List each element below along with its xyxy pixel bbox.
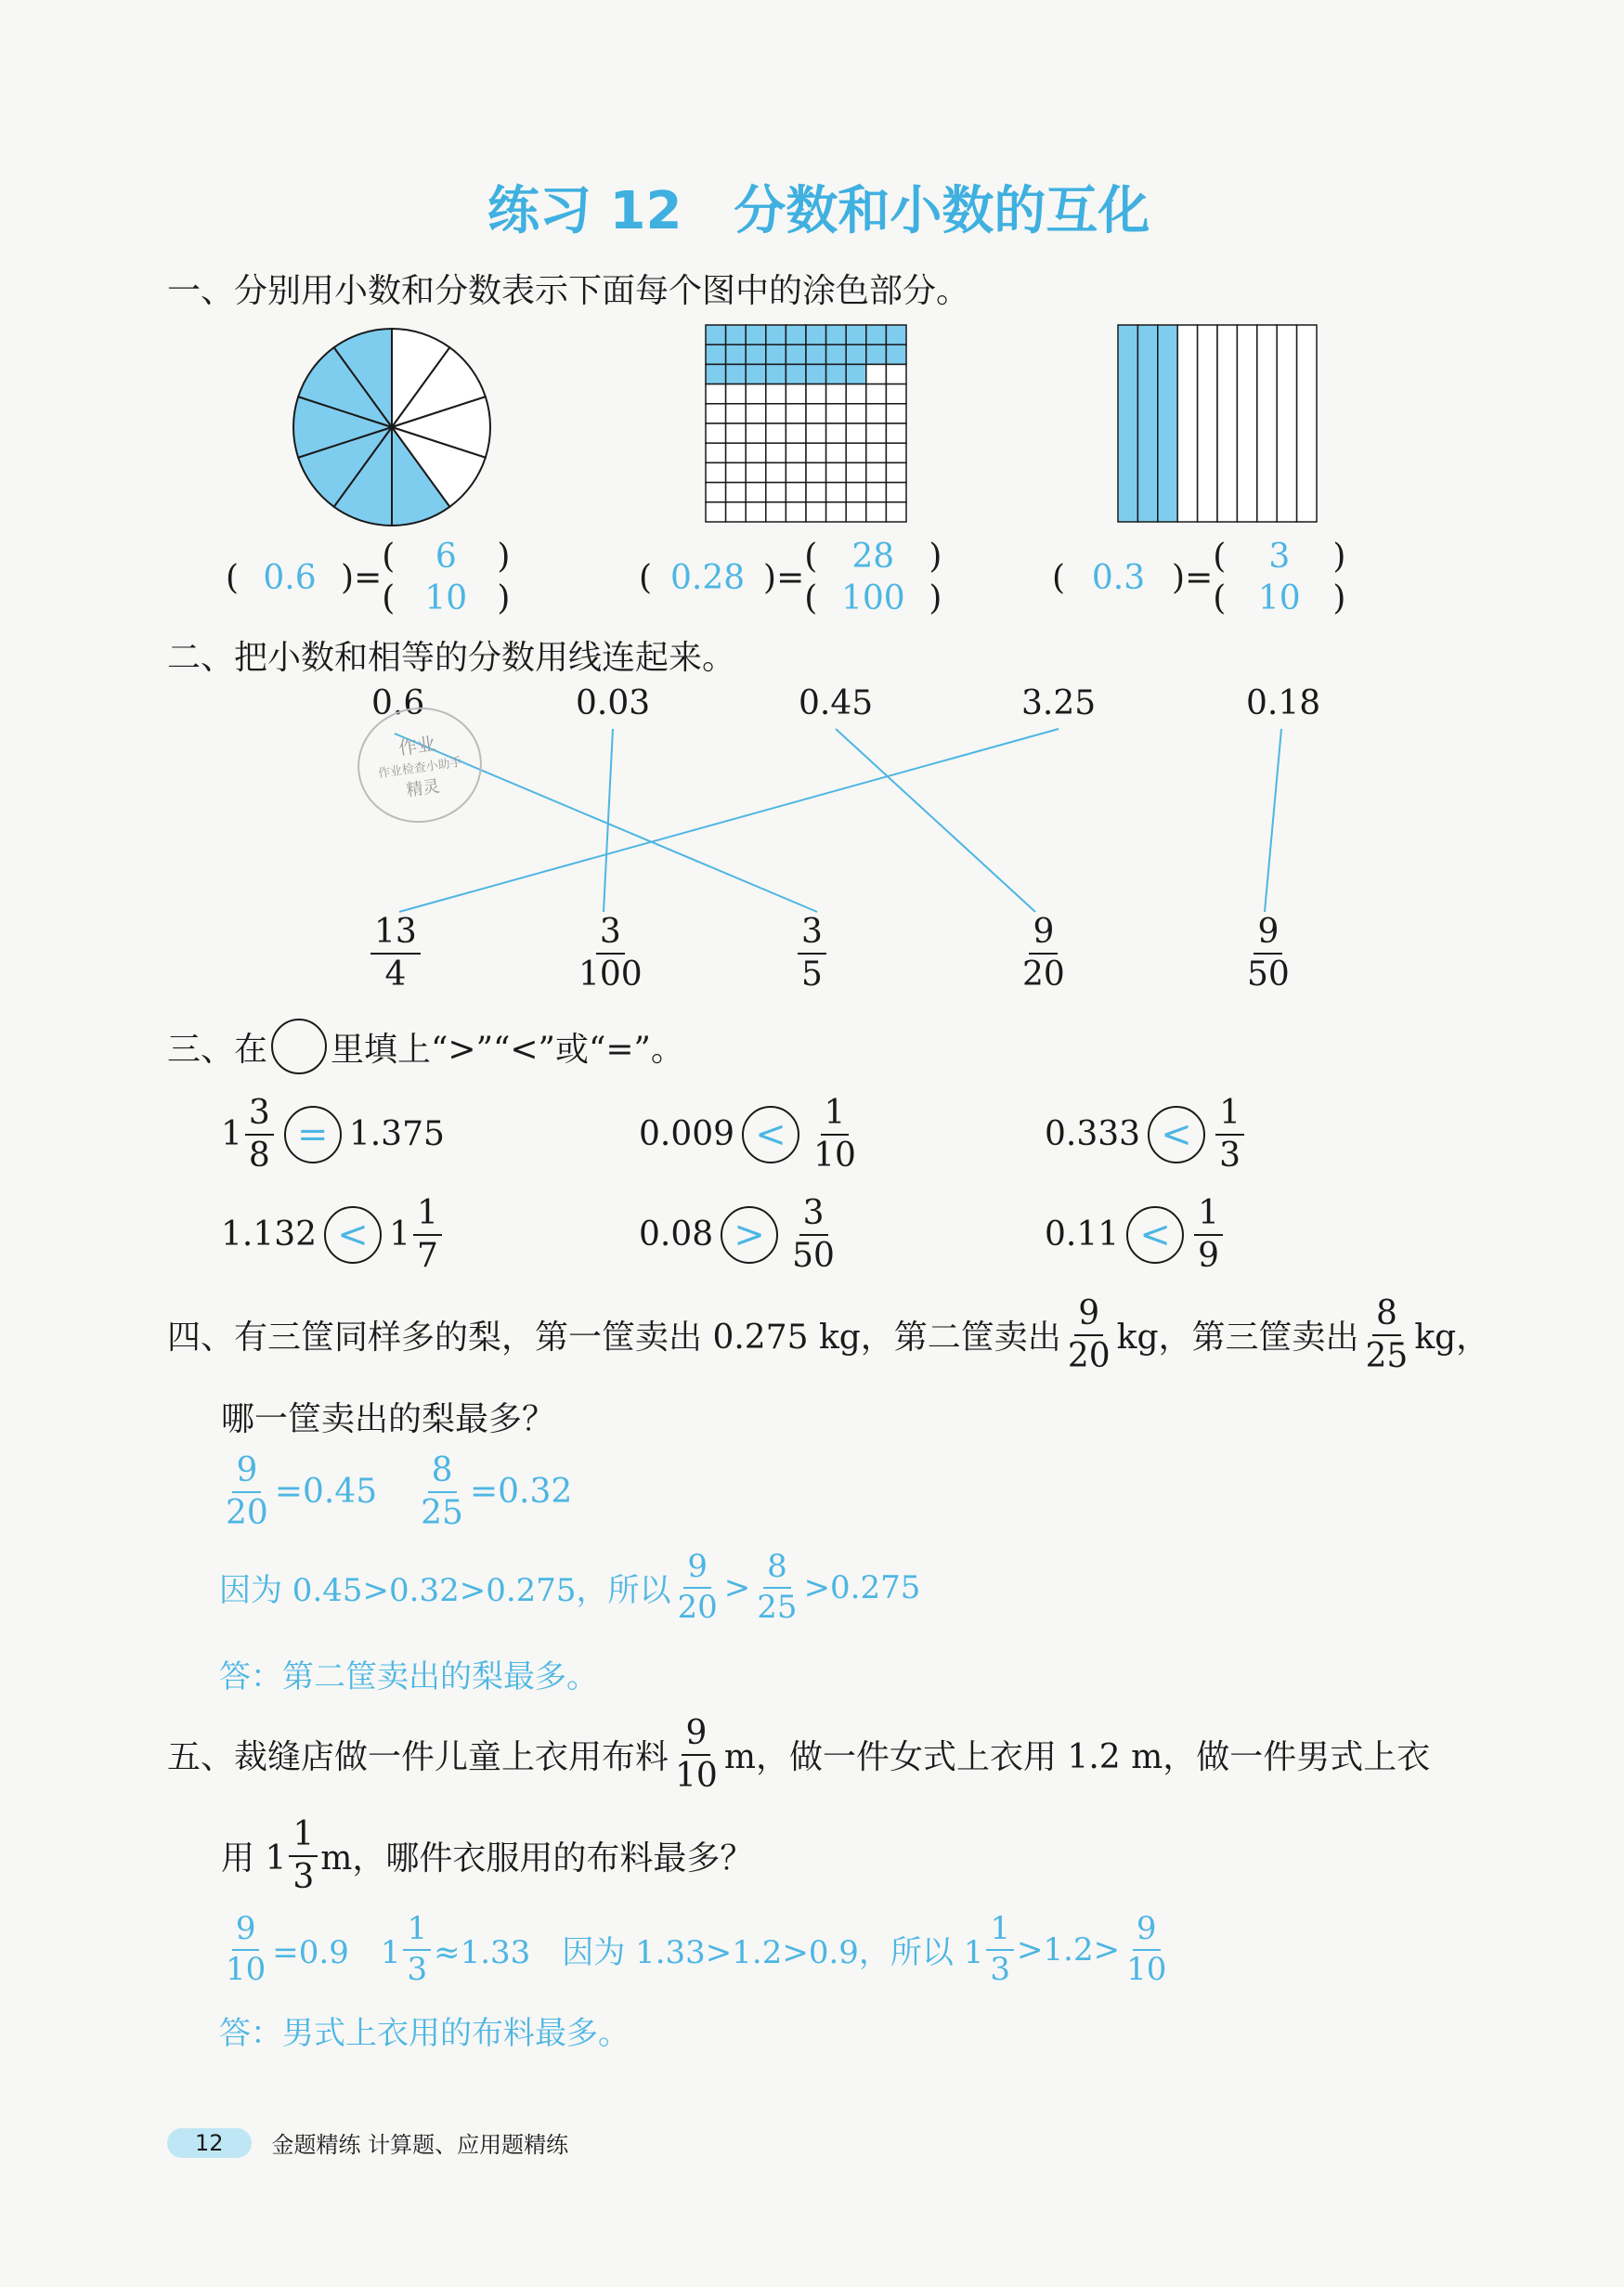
left-value: 0.08 [639,1215,714,1254]
q1-answer-3: ( 0.3 )= ( 3 ) ( 10 ) [1052,538,1346,617]
numerator: 9 [683,1551,711,1589]
q5-prompt [167,1716,1430,1794]
denominator: 9 [1198,1236,1220,1275]
decimal-answer: 0.6 [263,558,317,597]
numerator: 1 [1194,1196,1223,1236]
denominator: 50 [1247,955,1290,994]
stamp-text: 精灵 [405,776,441,801]
numerator: 6 [435,538,457,576]
denominator: 10 [1126,1950,1167,1988]
answer-text: =0.9 1 [272,1934,401,1972]
denominator: 10 [226,1950,266,1988]
right-value: 1.375 [348,1115,445,1154]
decimal-item: 0.18 [1246,684,1321,722]
numerator: 9 [682,1716,710,1756]
denominator: 10 [424,579,468,617]
fraction-answer: ( 3 ) ( 10 ) [1213,538,1346,617]
answer-text: =0.32 [469,1473,573,1512]
decimal-item: 0.03 [576,684,651,722]
numerator: 9 [1254,915,1282,955]
matching-lines [0,0,1624,1021]
numerator: 1 [1215,1096,1244,1136]
fraction-item [368,915,423,993]
numerator: 9 [232,1913,260,1951]
page-footer [167,2126,568,2159]
answer-text: 因为 0.45>0.32>0.275，所以 [219,1572,671,1610]
q1-answer-2: ( 0.28 )= ( 28 ) ( 100 ) [639,538,942,617]
left-value: 0.009 [639,1115,735,1154]
denominator: 4 [384,955,407,994]
q4-prompt-line2: 哪一筐卖出的梨最多？ [221,1400,556,1438]
decimal-item: 0.45 [799,684,874,722]
stamp-text: 作业检查小助手 [377,755,463,782]
blank-circle-icon [271,1019,327,1074]
answer-text: >1.2> [1017,1930,1121,1969]
whole-part: 1 [221,1115,242,1154]
numerator: 3 [799,1196,828,1236]
page-number: 12 [167,2128,252,2158]
answer-circle: = [284,1106,342,1163]
denominator: 25 [757,1588,798,1626]
decimal-answer: 0.28 [669,558,746,597]
match-line [604,729,613,912]
numerator: 3 [245,1096,274,1136]
answer-text: > [723,1568,751,1606]
prompt-text: 五、裁缝店做一件儿童上衣用布料 [167,1738,669,1777]
denominator: 20 [677,1588,718,1626]
q4-prompt [167,1296,1489,1374]
q4-answer-1 [219,1453,572,1531]
denominator: 50 [792,1236,835,1275]
prompt-text: m，做一件女式上衣用 1.2 m，做一件男式上衣 [723,1738,1431,1777]
numerator: 3 [798,915,826,955]
numerator: 1 [821,1096,850,1136]
numerator: 13 [370,915,421,955]
match-line [399,729,1059,912]
denominator: 25 [421,1493,463,1532]
q2-prompt: 二、把小数和相等的分数用线连起来。 [167,639,736,677]
compare-item-3 [1045,1096,1247,1174]
numerator: 1 [289,1817,318,1857]
denominator: 3 [292,1857,315,1896]
whole-part: 1 [389,1215,410,1254]
fraction-item [572,915,649,993]
prompt-text: 三、在 [167,1030,268,1069]
answer-text: ≈1.33 因为 1.33>1.2>0.9，所以 1 [434,1934,984,1972]
answer-circle: > [721,1206,778,1264]
numerator: 1 [986,1913,1014,1951]
numerator: 8 [1372,1296,1401,1336]
denominator: 3 [1219,1136,1241,1175]
prompt-text: kg， [1414,1319,1490,1358]
q4-answer-2 [219,1548,921,1626]
numerator: 3 [1268,538,1291,576]
decimal-item: 3.25 [1021,684,1097,722]
fraction-answer: ( 28 ) ( 100 ) [804,538,942,617]
numerator: 9 [1029,915,1058,955]
answer-circle: < [1126,1206,1184,1264]
match-line [1265,729,1281,912]
fraction-item [1016,915,1072,993]
prompt-text: m，哪件衣服用的布料最多？ [320,1839,754,1878]
page-title: 练习 12 分数和小数的互化 [487,181,1150,241]
compare-item-6 [1045,1196,1226,1274]
fraction-answer: ( 6 ) ( 10 ) [382,538,511,617]
denominator: 3 [407,1950,428,1988]
compare-item-1 [221,1096,445,1174]
q5-prompt-line2 [221,1817,753,1895]
denominator: 100 [840,579,905,617]
numerator: 9 [1133,1913,1161,1951]
left-value: 0.11 [1045,1215,1120,1254]
fraction-item [1241,915,1296,993]
denominator: 7 [416,1236,438,1275]
numerator: 8 [763,1551,791,1589]
numerator: 9 [1074,1296,1103,1336]
compare-item-2 [639,1096,863,1174]
numerator: 1 [413,1196,442,1236]
stamp-text: 作业 [396,732,437,760]
answer-circle: < [742,1106,799,1163]
denominator: 10 [675,1756,718,1795]
denominator: 5 [801,955,823,994]
numerator: 3 [596,915,625,955]
prompt-text: 四、有三筐同样多的梨，第一筐卖出 0.275 kg，第二筐卖出 [167,1319,1061,1358]
denominator: 3 [990,1950,1011,1988]
denominator: 20 [1022,955,1065,994]
denominator: 25 [1365,1336,1409,1375]
denominator: 20 [226,1493,268,1532]
prompt-text: 用 1 [221,1839,287,1878]
prompt-text: kg，第三筐卖出 [1116,1319,1359,1358]
match-line [836,729,1035,912]
denominator: 20 [1067,1336,1111,1375]
numerator: 1 [403,1913,431,1951]
compare-item-4 [221,1196,445,1274]
left-value: 0.333 [1045,1115,1141,1154]
numerator: 9 [232,1453,261,1493]
left-value: 1.132 [221,1215,318,1254]
answer-text: =0.45 [274,1473,378,1512]
answer-circle: < [1148,1106,1205,1163]
fraction-item [795,915,829,993]
q3-prompt [167,1019,684,1074]
q5-answer-1 [219,1910,1173,1988]
decimal-answer: 0.3 [1091,558,1146,597]
denominator: 8 [248,1136,270,1175]
numerator: 8 [428,1453,457,1493]
denominator: 100 [578,955,643,994]
q1-prompt: 一、分别用小数和分数表示下面每个图中的涂色部分。 [167,272,970,310]
q4-answer-3: 答：第二筐卖出的梨最多。 [219,1658,598,1696]
answer-circle: < [324,1206,382,1264]
denominator: 10 [813,1136,856,1175]
denominator: 10 [1257,579,1301,617]
decimal-item: 0.6 [371,684,425,722]
q1-answer-1: ( 0.6 )= ( 6 ) ( 10 ) [226,538,511,617]
prompt-text: 里填上“>”“<”或“=”。 [331,1030,684,1069]
numerator: 28 [851,538,895,576]
answer-text: >0.275 [803,1568,921,1606]
compare-item-5 [639,1196,841,1274]
book-title: 金题精练 计算题、应用题精练 [271,2132,569,2158]
q5-answer-2: 答：男式上衣用的布料最多。 [219,2015,630,2052]
